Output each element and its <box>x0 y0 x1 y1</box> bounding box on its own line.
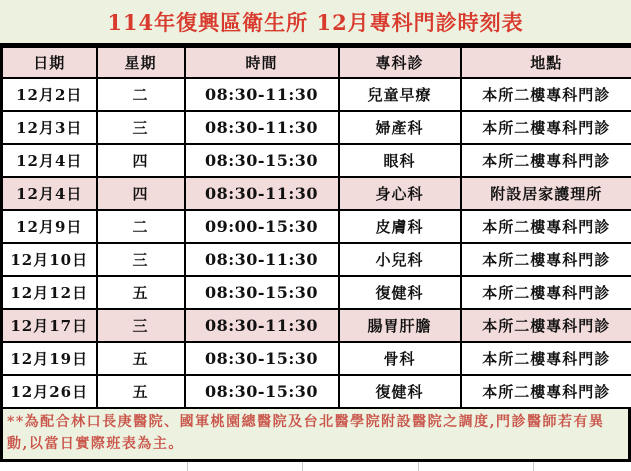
cell-location: 本所二樓專科門診 <box>461 342 631 375</box>
cell-date: 12月26日 <box>2 375 97 408</box>
schedule-table <box>0 46 631 409</box>
cell-time: 08:30-15:30 <box>185 144 339 177</box>
table-row <box>2 111 631 144</box>
header-date: 日期 <box>2 47 97 78</box>
table-row <box>2 276 631 309</box>
table-row <box>2 342 631 375</box>
cell-location: 本所二樓專科門診 <box>461 111 631 144</box>
cell-weekday: 四 <box>97 144 185 177</box>
cell-date: 12月17日 <box>2 309 97 342</box>
cell-clinic: 皮膚科 <box>339 210 461 243</box>
cell-time: 08:30-11:30 <box>185 177 339 210</box>
cell-date: 12月4日 <box>2 177 97 210</box>
cell-clinic: 腸胃肝膽 <box>339 309 461 342</box>
cell-date: 12月19日 <box>2 342 97 375</box>
table-row <box>2 243 631 276</box>
cell-time: 08:30-15:30 <box>185 276 339 309</box>
table-row <box>2 309 631 342</box>
cell-clinic: 復健科 <box>339 375 461 408</box>
schedule-body <box>2 78 631 408</box>
table-header <box>2 47 631 78</box>
cell-location: 本所二樓專科門診 <box>461 375 631 408</box>
cell-weekday: 五 <box>97 375 185 408</box>
table-row <box>2 78 631 111</box>
table-row <box>2 210 631 243</box>
cell-weekday: 二 <box>97 210 185 243</box>
cell-time: 08:30-11:30 <box>185 111 339 144</box>
header-weekday: 星期 <box>97 47 185 78</box>
cell-location: 本所二樓專科門診 <box>461 309 631 342</box>
cell-time: 09:00-15:30 <box>185 210 339 243</box>
cell-location: 附設居家護理所 <box>461 177 631 210</box>
table-row <box>2 144 631 177</box>
footnote: **為配合林口長庚醫院、國軍桃園總醫院及台北醫學院附設醫院之調度,門診醫師若有異動,以當日實際班表為主。 <box>0 409 631 462</box>
cell-location: 本所二樓專科門診 <box>461 210 631 243</box>
table-row <box>2 177 631 210</box>
cell-date: 12月4日 <box>2 144 97 177</box>
header-time: 時間 <box>185 47 339 78</box>
table-row <box>2 375 631 408</box>
title-bar <box>0 0 631 46</box>
cell-weekday: 三 <box>97 309 185 342</box>
cell-clinic: 骨科 <box>339 342 461 375</box>
cell-weekday: 二 <box>97 78 185 111</box>
cell-date: 12月9日 <box>2 210 97 243</box>
cell-location: 本所二樓專科門診 <box>461 144 631 177</box>
cell-date: 12月2日 <box>2 78 97 111</box>
cell-date: 12月12日 <box>2 276 97 309</box>
cell-clinic: 身心科 <box>339 177 461 210</box>
cell-time: 08:30-11:30 <box>185 78 339 111</box>
cell-time: 08:30-11:30 <box>185 243 339 276</box>
cell-date: 12月10日 <box>2 243 97 276</box>
cell-clinic: 復健科 <box>339 276 461 309</box>
header-clinic: 專科診 <box>339 47 461 78</box>
cell-location: 本所二樓專科門診 <box>461 276 631 309</box>
cell-date: 12月3日 <box>2 111 97 144</box>
cell-clinic: 小兒科 <box>339 243 461 276</box>
cell-clinic: 眼科 <box>339 144 461 177</box>
cell-weekday: 五 <box>97 342 185 375</box>
cell-weekday: 三 <box>97 111 185 144</box>
cell-time: 08:30-11:30 <box>185 309 339 342</box>
header-row <box>2 47 631 78</box>
cell-time: 08:30-15:30 <box>185 375 339 408</box>
header-location: 地點 <box>461 47 631 78</box>
page-title: 114年復興區衛生所 12月專科門診時刻表 <box>107 7 523 37</box>
cell-weekday: 四 <box>97 177 185 210</box>
cell-time: 08:30-15:30 <box>185 342 339 375</box>
cell-clinic: 婦產科 <box>339 111 461 144</box>
cell-weekday: 五 <box>97 276 185 309</box>
cell-location: 本所二樓專科門診 <box>461 243 631 276</box>
cell-location: 本所二樓專科門診 <box>461 78 631 111</box>
cell-clinic: 兒童早療 <box>339 78 461 111</box>
cell-weekday: 三 <box>97 243 185 276</box>
